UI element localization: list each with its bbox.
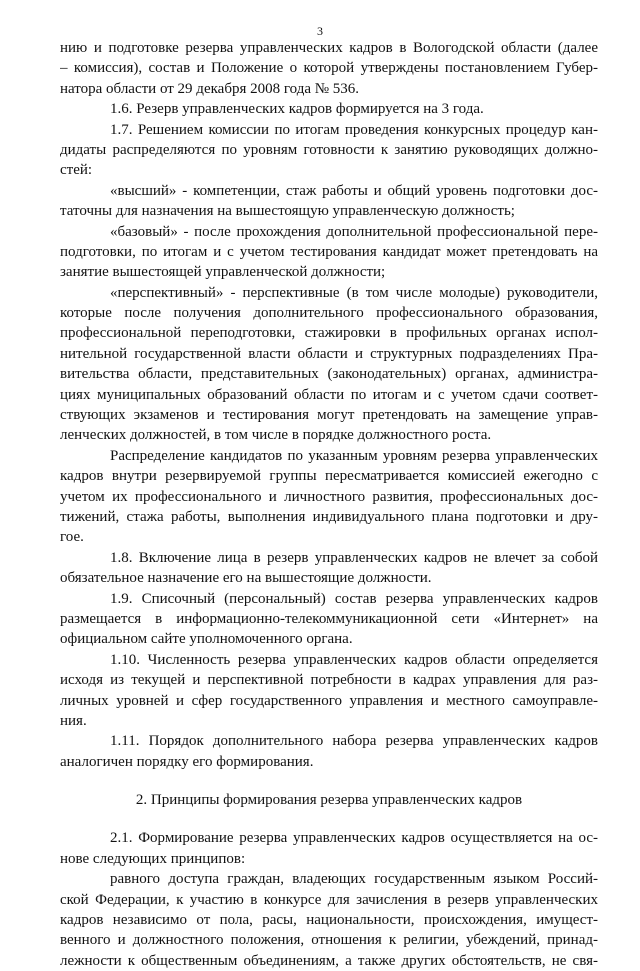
text-line: «перспективный» - перспективные (в том числе молодые) руководители, xyxy=(110,284,598,301)
text-line: подготовки, по итогам и с учетом тестирования кандидат может претендовать на xyxy=(60,243,598,260)
text-line: 2.1. Формирование резерва управленческих кадров осуществляется на ос- xyxy=(110,830,598,847)
section-heading: 2. Принципы формирования резерва управленческих кадров xyxy=(135,792,523,809)
text-line: ния. xyxy=(60,712,87,729)
section-1-text xyxy=(60,38,598,772)
text-line: таточны для назначения на вышестоящую управленческую должность; xyxy=(60,203,515,220)
text-line: аналогичен порядку его формирования. xyxy=(60,753,314,770)
text-line: венного и должностного положения, отношения к религии, убеждений, принад- xyxy=(60,932,598,949)
text-line: стей: xyxy=(60,162,93,179)
text-line: 1.9. Списочный (персональный) состав резерва управленческих кадров xyxy=(110,590,598,607)
text-line: ствующих экзаменов и тестирования могут претендовать на замещение управ- xyxy=(60,407,598,424)
text-line: 1.10. Численность резерва управленческих кадров области определяется xyxy=(110,651,598,668)
text-line: нительной государственной власти области и структурных подразделениях Пра- xyxy=(60,345,598,362)
text-line: исходя из текущей и перспективной потребности в кадрах управления для раз- xyxy=(60,672,598,689)
text-line: которые после получения дополнительного профессионального образования, xyxy=(60,305,598,322)
text-line: гое. xyxy=(60,529,84,546)
text-line: нию и подготовке резерва управленческих кадров в Вологодской области (далее xyxy=(60,40,598,56)
text-line: «базовый» - после прохождения дополнительной профессиональной пере- xyxy=(110,223,598,240)
text-line: занятие вышестоящей управленческой должности; xyxy=(60,264,386,281)
text-line: равного доступа граждан, владеющих государственным языком Россий- xyxy=(110,871,598,888)
text-line: кадров внутри резервируемой группы пересматривается комиссией ежегодно с xyxy=(60,468,598,485)
text-line: ской Федерации, к участию в конкурсе для зачисления в резерв управленческих xyxy=(60,891,598,908)
text-line: 1.11. Порядок дополнительного набора резерва управленческих кадров xyxy=(110,733,598,750)
text-line: лежности к общественным объединениям, а также других обстоятельств, не свя- xyxy=(60,952,598,969)
text-line: 1.7. Решением комиссии по итогам проведения конкурсных процедур кан- xyxy=(110,121,598,138)
text-line: натора области от 29 декабря 2008 года № 536. xyxy=(60,80,360,97)
text-line: размещается в информационно-телекоммуникационной сети «Интернет» на xyxy=(60,610,598,627)
text-line: тижений, стажа работы, выполнения индивидуального плана подготовки и дру- xyxy=(60,508,598,525)
text-line: Распределение кандидатов по указанным уровням резерва управленческих xyxy=(110,447,598,464)
text-line: 1.8. Включение лица в резерв управленческих кадров не влечет за собой xyxy=(110,549,598,566)
text-line: 1.6. Резерв управленческих кадров формируется на 3 года. xyxy=(110,101,484,118)
document-body xyxy=(60,38,598,971)
text-line: дидаты распределяются по уровням готовности к занятию руководящих должно- xyxy=(60,141,598,158)
text-line: вительства области, представительных (законодательных) органах, администра- xyxy=(60,366,598,383)
text-line: нове следующих принципов: xyxy=(60,850,246,867)
page-number: 3 xyxy=(317,24,323,38)
text-line: обязательное назначение его на вышестоящие должности. xyxy=(60,570,432,587)
section-2-text xyxy=(60,828,598,971)
text-line: кадров независимо от пола, расы, национальности, происхождения, имущест- xyxy=(60,912,598,929)
text-line: личных уровней и сфер государственного управления и местного самоуправле- xyxy=(60,692,598,709)
text-line: «высший» - компетенции, стаж работы и общий уровень подготовки дос- xyxy=(110,182,598,199)
text-line: профессиональной переподготовки, стажировки в профильных органах испол- xyxy=(60,325,598,342)
text-line: официальном сайте уполномоченного органа. xyxy=(60,631,353,648)
text-line: циях муниципальных образований области по итогам и с учетом сдачи соответ- xyxy=(60,386,598,403)
text-line: учетом их профессионального и личностного развития, профессиональных дос- xyxy=(60,488,598,505)
text-line: – комиссия), состав и Положение о которой утверждены постановлением Губер- xyxy=(60,60,598,77)
text-line: ленческих должностей, в том числе в порядке должностного роста. xyxy=(60,427,492,444)
